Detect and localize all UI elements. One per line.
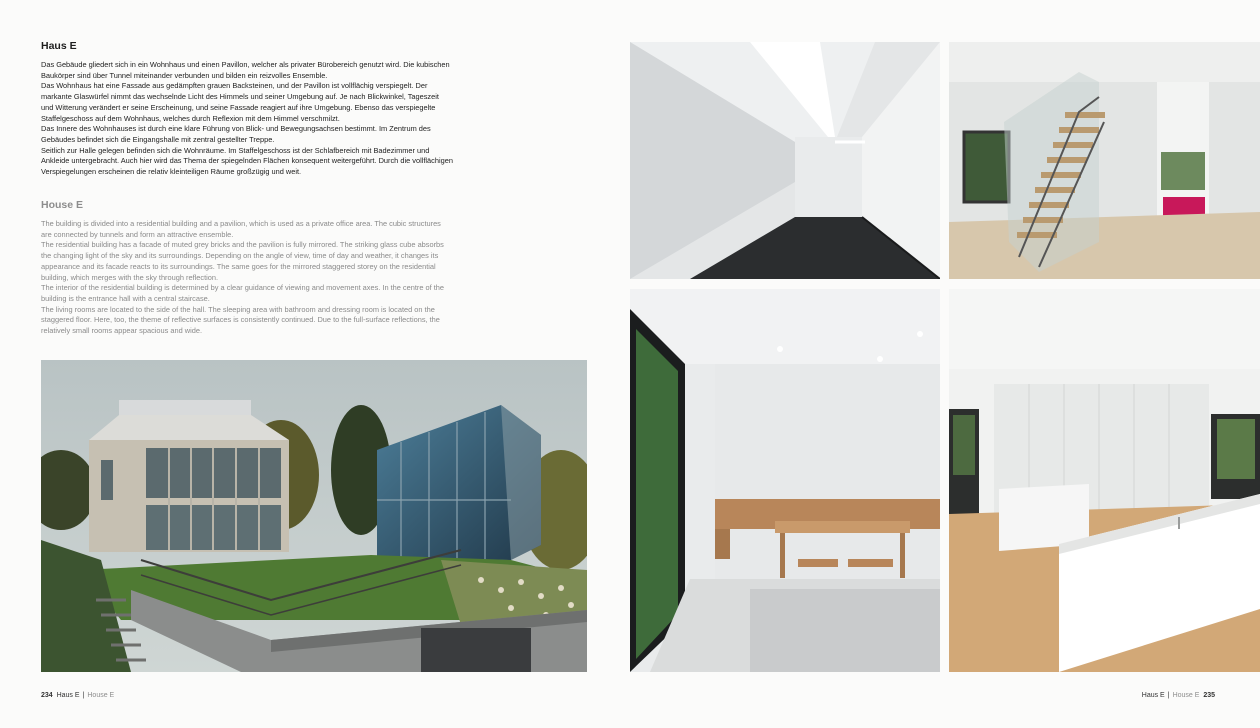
dining-nook-photo	[630, 289, 940, 672]
footer-title-de: Haus E	[56, 692, 80, 699]
footer-separator: |	[1167, 692, 1170, 699]
exterior-photo	[41, 360, 587, 672]
heading-de: Haus E	[41, 40, 77, 52]
paragraph-en: The living rooms are located to the side of the hall. The sleeping area with bathroom and dressing room is located on the staggered floor. Here, too, the theme of reflective surfaces is consistently continued. Due to the full-surface reflections, the relatively small rooms appear spacious and wide.	[41, 304, 440, 336]
footer-right	[1142, 692, 1215, 699]
page-number: 235	[1203, 692, 1215, 699]
paragraph-de: Das Innere des Wohnhauses ist durch eine klare Führung von Blick- und Bewegungsachsen bestimmt. Im Zentrum des Gebäudes befindet sich die Eingangshalle mit zentral gestellter Treppe.	[41, 124, 431, 144]
footer-left	[41, 692, 114, 699]
paragraph-en: The building is divided into a residential building and a pavilion, which is used as a private office area. The cubic structures are connected by tunnels and form an attractive ensemble.	[41, 219, 441, 239]
footer-title-en: House E	[1172, 692, 1200, 699]
heading-en: House E	[41, 199, 84, 211]
paragraph-de: Das Gebäude gliedert sich in ein Wohnhaus und einen Pavillon, welcher als privater Bürobereich genutzt wird. Die kubischen Baukörper sind über Tunnel miteinander verbunden und bilden ein reizvolles Ensemble.	[41, 60, 450, 80]
footer-title-de: Haus E	[1141, 692, 1165, 699]
body-text-en	[41, 219, 453, 337]
right-page	[630, 0, 1260, 728]
corridor-photo	[630, 42, 940, 279]
paragraph-de: Das Wohnhaus hat eine Fassade aus gedämpften grauen Backsteinen, und der Pavillon ist vollflächig verspiegelt. Der markante Glaswürfel nimmt das wechselnde Licht des Himmels und seiner Umgebung auf. Je nach Blickwinkel, Tageszeit und Witterung verändert er seine Erscheinung, und seine Fassade reagiert auf ihre Umgebung. Ebenso das verspiegelte Staffelgeschoss auf dem Wohnhaus, welches durch Reflexion mit dem Himmel verschmilzt.	[41, 81, 439, 123]
staircase-photo	[949, 42, 1260, 279]
footer-title-en: House E	[87, 692, 115, 699]
body-text-de	[41, 60, 453, 178]
page-number: 234	[41, 692, 53, 699]
paragraph-en: The residential building has a facade of muted grey bricks and the pavilion is fully mirrored. The striking glass cube absorbs the changing light of the sky and its surroundings. Depending on the angle of view, time of day and weather, it changes its appearance and its facade reacts to its surroundings. The same goes for the mirrored staggered storey on the residential building, which merges with the sky through reflection.	[41, 240, 444, 282]
bathroom-photo	[949, 289, 1260, 672]
paragraph-de: Seitlich zur Halle gelegen befinden sich die Wohnräume. Im Staffelgeschoss ist der Schlafbereich mit Badezimmer und Ankleide untergebracht. Auch hier wird das Thema der spiegelnden Flächen konsequent weitergeführt. Durch die vollflächigen Verspiegelungen erscheinen die relativ kleinteiligen Räume großzügig und weit.	[41, 145, 453, 177]
paragraph-en: The interior of the residential building is determined by a clear guidance of viewing and movement axes. In the centre of the building is the entrance hall with a central staircase.	[41, 283, 445, 303]
footer-separator: |	[82, 692, 85, 699]
